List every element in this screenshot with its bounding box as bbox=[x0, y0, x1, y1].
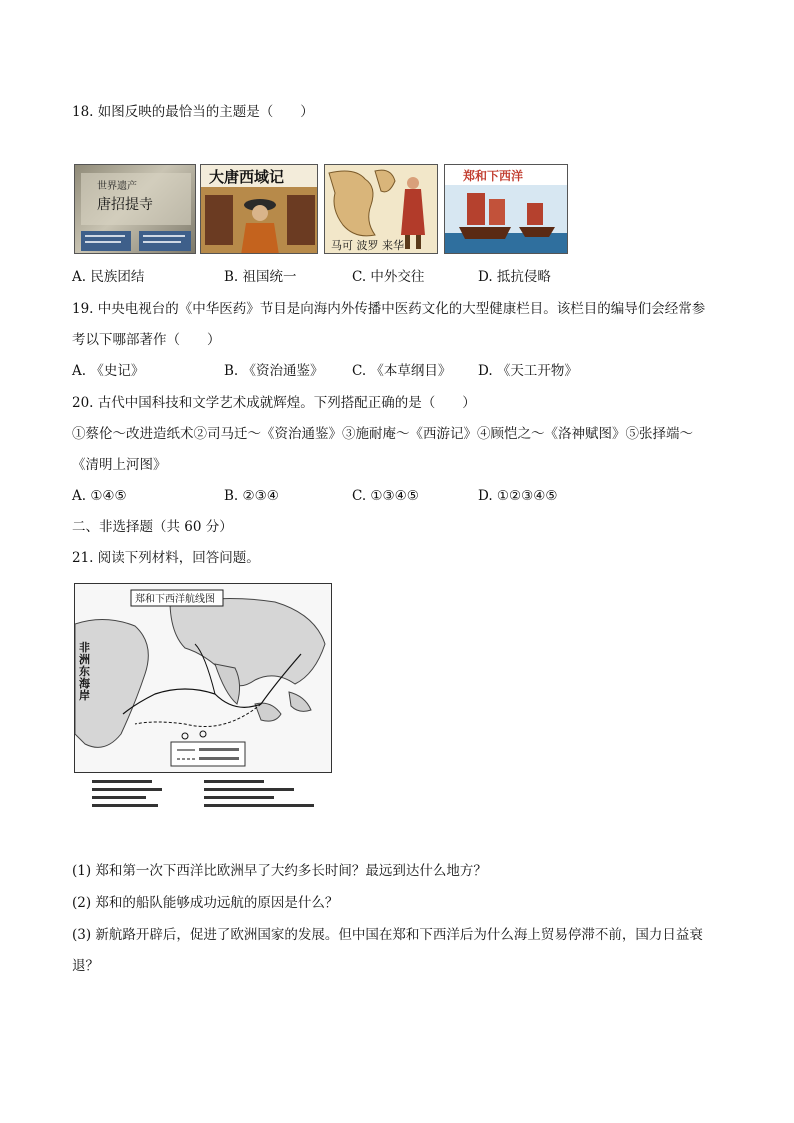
q20-option-d: D. ①②③④⑤ bbox=[478, 488, 558, 504]
q21-sub1: (1) 郑和第一次下西洋比欧洲早了大约多长时间？最远到达什么地方？ bbox=[72, 863, 487, 879]
q21-stem: 21. 阅读下列材料，回答问题。 bbox=[72, 550, 260, 566]
stele-line1: 世界遗产 bbox=[97, 181, 137, 192]
q18-image-tang-stele bbox=[74, 164, 196, 254]
q19-option-b: B. 《资治通鉴》 bbox=[224, 363, 324, 379]
q19-stem-line1: 19. 中央电视台的《中华医药》节目是向海内外传播中医药文化的大型健康栏目。该栏目的编导们会经常参 bbox=[72, 301, 706, 317]
map-title: 郑和下西洋航线图 bbox=[135, 594, 215, 605]
q18-stem: 18. 如图反映的最恰当的主题是（ ） bbox=[72, 104, 314, 120]
section-heading: 二、非选择题（共 60 分） bbox=[72, 519, 233, 535]
q21-sub2: (2) 郑和的船队能够成功远航的原因是什么？ bbox=[72, 895, 339, 911]
q20-option-a: A. ①④⑤ bbox=[72, 488, 127, 504]
stele-line2: 唐招提寺 bbox=[97, 197, 153, 213]
q21-map-legend bbox=[92, 778, 322, 814]
q18-option-a: A. 民族团结 bbox=[72, 269, 145, 285]
q19-option-d: D. 《天工开物》 bbox=[478, 363, 578, 379]
zhenghe-caption: 郑和下西洋 bbox=[463, 169, 524, 183]
q19-option-a: A. 《史记》 bbox=[72, 363, 145, 379]
q20-stem: 20. 古代中国科技和文学艺术成就辉煌。下列搭配正确的是（ ） bbox=[72, 395, 476, 411]
q18-option-d: D. 抵抗侵略 bbox=[478, 269, 551, 285]
map-side-label: 非洲东海岸 bbox=[79, 641, 90, 702]
q20-items-line1: ①蔡伦～改进造纸术②司马迁～《资治通鉴》③施耐庵～《西游记》④顾恺之～《洛神赋图》⑤张择端～ bbox=[72, 426, 693, 442]
q18-image-datang-xiyu bbox=[200, 164, 318, 254]
q18-option-b: B. 祖国统一 bbox=[224, 269, 297, 285]
q19-stem-line2: 考以下哪部著作（ ） bbox=[72, 332, 221, 348]
q20-items-line2: 《清明上河图》 bbox=[72, 457, 167, 473]
q21-route-map bbox=[74, 583, 332, 773]
q20-option-c: C. ①③④⑤ bbox=[352, 488, 419, 504]
q21-sub3-line1: (3) 新航路开辟后，促进了欧洲国家的发展。但中国在郑和下西洋后为什么海上贸易停滞不前，国力日益衰 bbox=[72, 927, 703, 943]
q18-option-c: C. 中外交往 bbox=[352, 269, 425, 285]
q20-option-b: B. ②③④ bbox=[224, 488, 279, 504]
q18-image-marco-polo bbox=[324, 164, 438, 254]
q21-sub3-line2: 退？ bbox=[72, 958, 99, 974]
q18-image-zheng-he bbox=[444, 164, 568, 254]
q19-option-c: C. 《本草纲目》 bbox=[352, 363, 452, 379]
datang-caption: 大唐西域记 bbox=[209, 168, 285, 186]
marco-caption: 马可 波罗 来华 bbox=[331, 239, 404, 252]
